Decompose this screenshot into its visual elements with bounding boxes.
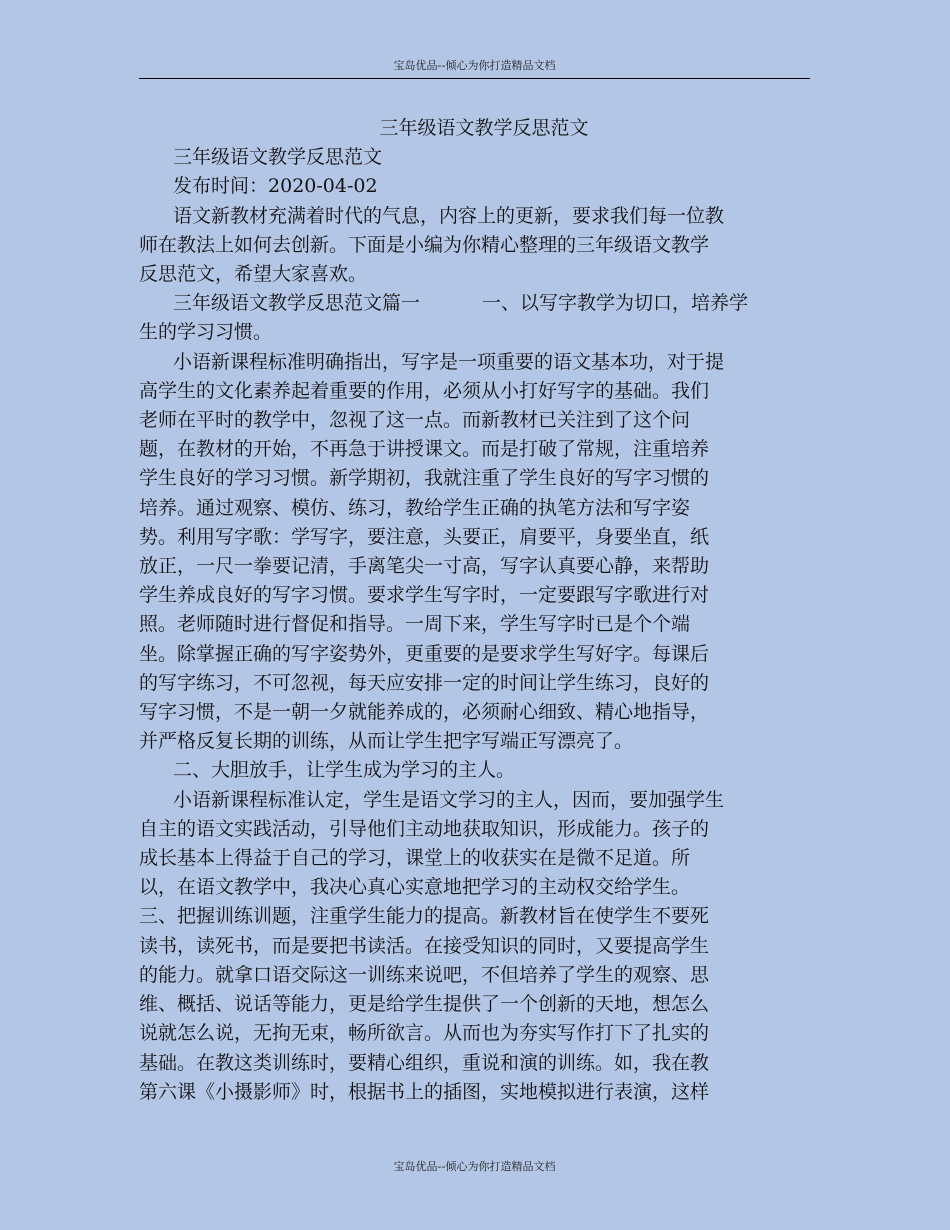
section1-line: 老师在平时的教学中，忽视了这一点。而新教材已关注到了这个问: [139, 409, 691, 432]
section2-line: 以，在语文教学中，我决心真心实意地把学习的主动权交给学生。: [139, 876, 691, 899]
section1-line: 放正，一尺一拳要记清，手离笔尖一寸高，写字认真要心静，来帮助: [139, 555, 710, 578]
section2-heading: 二、大胆放手，让学生成为学习的主人。: [173, 759, 516, 782]
section1-line: 写字习惯，不是一朝一夕就能养成的，必须耐心细致、精心地指导，: [139, 701, 710, 724]
section1-line: 培养。通过观察、模仿、练习，教给学生正确的执笔方法和写字姿: [139, 496, 691, 519]
section2-line: 第六课《小摄影师》时，根据书上的插图，实地模拟进行表演，这样: [139, 1080, 710, 1103]
section1-heading: [139, 289, 789, 318]
publish-info: [139, 172, 789, 201]
document-subtitle: 三年级语文教学反思范文: [173, 146, 383, 169]
section1-line: 势。利用写字歌：学写字，要注意，头要正，肩要平，身要坐直，纸: [139, 525, 710, 548]
section1-line: 坐。除掌握正确的写字姿势外，更重要的是要求学生写好字。每课后: [139, 642, 710, 665]
header-divider: [139, 78, 810, 79]
section1-line: 照。老师随时进行督促和指导。一周下来，学生写字时已是个个端: [139, 613, 691, 636]
page-header: 宝岛优品--倾心为你打造精品文档: [393, 59, 556, 72]
section2-line: 自主的语文实践活动，引导他们主动地获取知识，形成能力。孩子的: [139, 817, 710, 840]
section1-line: 学生养成良好的写字习惯。要求学生写字时，一定要跟写字歌进行对: [139, 584, 710, 607]
section2-line: 小语新课程标准认定，学生是语文学习的主人，因而，要加强学生: [173, 788, 725, 811]
section2-line: 三、把握训练训题，注重学生能力的提高。新教材旨在使学生不要死: [139, 905, 710, 928]
section1-heading-cont: 生的学习习惯。: [139, 321, 273, 344]
document-title: 三年级语文教学反思范文: [379, 117, 589, 139]
page-footer: 宝岛优品--倾心为你打造精品文档: [393, 1160, 556, 1173]
section1-heading-left: 三年级语文教学反思范文篇一: [173, 292, 421, 315]
section2-line: 读书，读死书，而是要把书读活。在接受知识的同时，又要提高学生: [139, 934, 710, 957]
section1-line: 小语新课程标准明确指出，写字是一项重要的语文基本功，对于提: [173, 350, 725, 373]
document-body: [139, 114, 789, 1107]
section2-line: 基础。在教这类训练时，要精心组织，重说和演的训练。如，我在教: [139, 1051, 710, 1074]
section2-line: 的能力。就拿口语交际这一训练来说吧，不但培养了学生的观察、思: [139, 963, 710, 986]
section1-line: 并严格反复长期的训练，从而让学生把字写端正写漂亮了。: [139, 730, 634, 753]
section2-line: 成长基本上得益于自己的学习，课堂上的收获实在是微不足道。所: [139, 847, 691, 870]
section1-line: 题，在教材的开始，不再急于讲授课文。而是打破了常规，注重培养: [139, 438, 710, 461]
section2-line: 说就怎么说，无拘无束，畅所欲言。从而也为夯实写作打下了扎实的: [139, 1022, 710, 1045]
intro-line: 语文新教材充满着时代的气息，内容上的更新，要求我们每一位教: [173, 204, 725, 227]
section1-line: 高学生的文化素养起着重要的作用，必须从小打好写字的基础。我们: [139, 379, 710, 402]
intro-line: 师在教法上如何去创新。下面是小编为你精心整理的三年级语文教学: [139, 233, 710, 256]
publish-label: 发布时间：: [173, 175, 269, 198]
section2-line: 维、概括、说话等能力，更是给学生提供了一个创新的天地，想怎么: [139, 993, 710, 1016]
intro-line: 反思范文，希望大家喜欢。: [139, 263, 368, 286]
section1-line: 的写字练习，不可忽视，每天应安排一定的时间让学生练习，良好的: [139, 671, 710, 694]
section1-line: 学生良好的学习习惯。新学期初，我就注重了学生良好的写字习惯的: [139, 467, 710, 490]
section1-heading-right: 一、以写字教学为切口，培养学: [482, 292, 749, 315]
publish-date: 2020-04-02: [268, 175, 378, 198]
